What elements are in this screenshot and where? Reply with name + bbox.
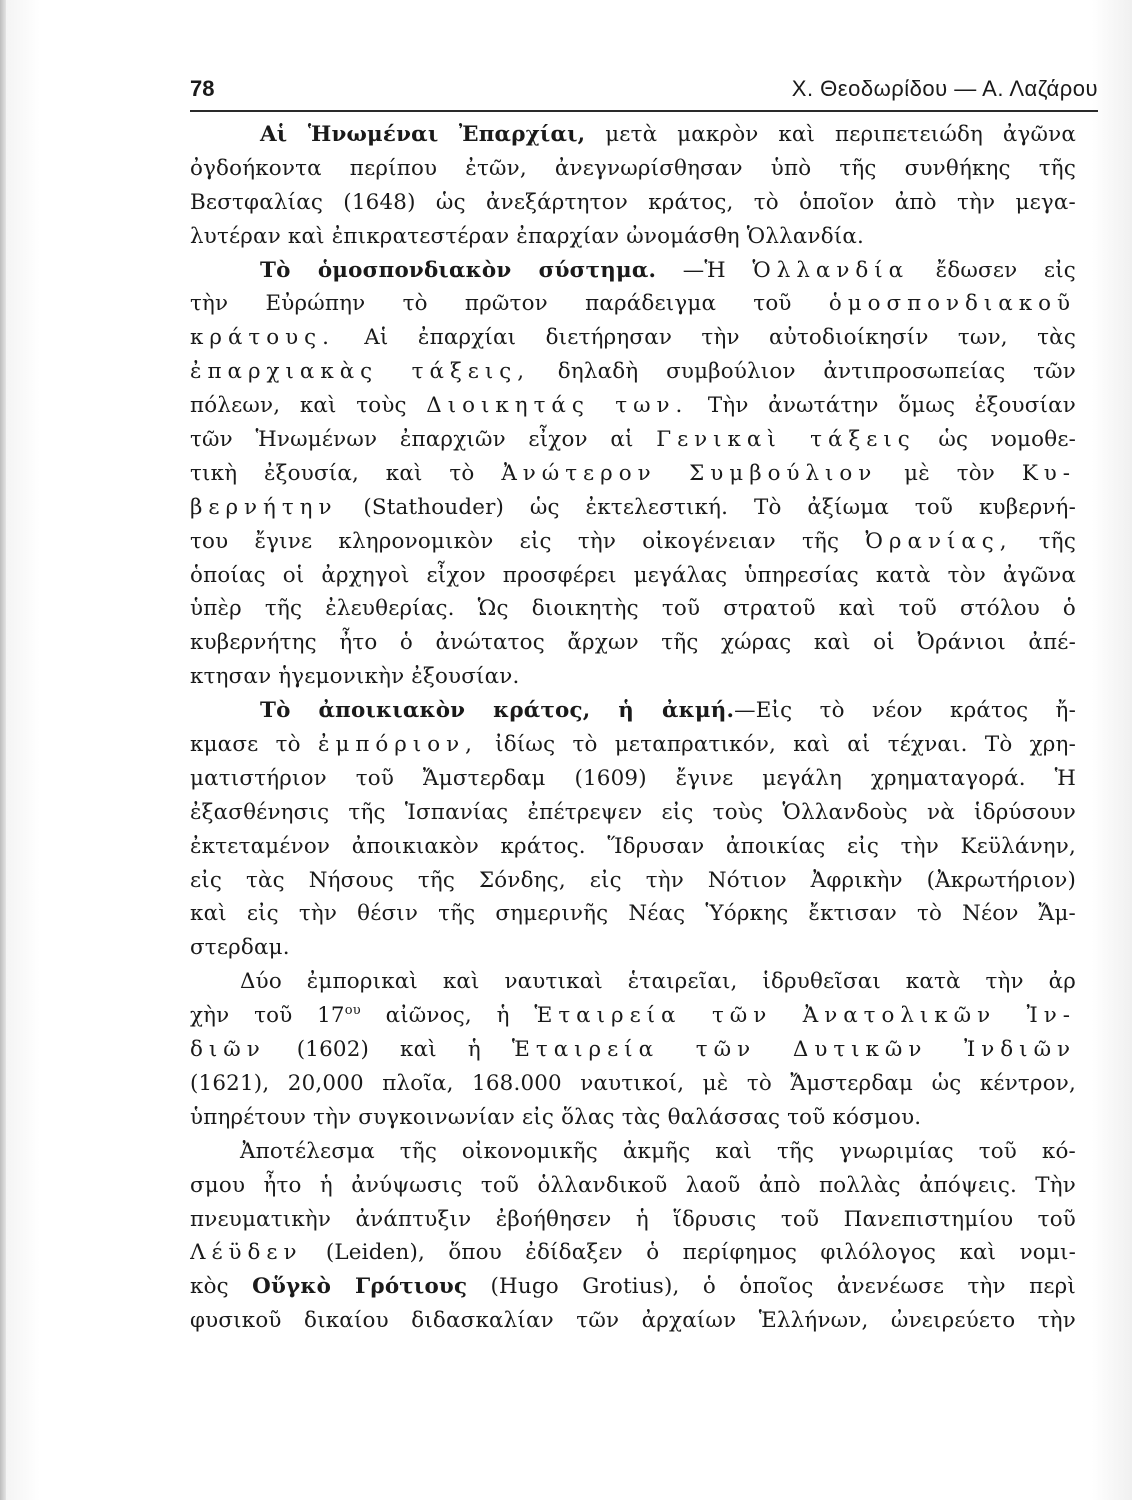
text-span: (Hugo Grotius), ὁ ὁποῖος ἀνενέωσε τὴν περὶ bbox=[490, 1274, 1076, 1300]
text-line: σμου ἦτο ἡ ἀνύψωσις τοῦ ὁλλανδικοῦ λαοῦ ἀπὸ πολλὰς ἀπόψεις. Τὴν bbox=[190, 1172, 1076, 1198]
spaced-text: κράτους. bbox=[190, 325, 335, 351]
bold-name: Οὕγκὸ Γρότιους bbox=[252, 1274, 468, 1300]
text-line: Δύο ἐμπορικαὶ καὶ ναυτικαὶ ἑταιρεῖαι, ἱδρυθεῖσαι κατὰ τὴν ἀρ bbox=[240, 969, 1076, 995]
text-span: Αἱ ἐπαρχίαι διετήρησαν τὴν αὐτοδιοίκησίν των, τὰς bbox=[364, 325, 1076, 351]
text-line bbox=[190, 1236, 1076, 1270]
text-span: τῆς bbox=[1038, 528, 1076, 554]
text-line bbox=[190, 525, 1076, 559]
text-span: —Εἰς τὸ νέον κράτος ἤ- bbox=[734, 698, 1076, 724]
text-line: στερδαμ. bbox=[190, 935, 290, 961]
text-line bbox=[190, 321, 1076, 355]
text-line bbox=[190, 491, 1076, 525]
text-span: Τὴν ἀνωτάτην ὅμως ἐξουσίαν bbox=[707, 393, 1076, 419]
text-line: ματιστήριον τοῦ Ἄμστερδαμ (1609) ἔγινε μεγάλη χρηματαγορά. Ἡ bbox=[190, 765, 1076, 791]
text-span: (Leiden), ὅπου ἐδίδαξεν ὁ περίφημος φιλόλογος καὶ νομι- bbox=[325, 1240, 1076, 1266]
spaced-text: Ἀνώτερον Συμβούλιον bbox=[501, 460, 878, 486]
text-line bbox=[190, 728, 1076, 762]
page-number: 78 bbox=[190, 76, 215, 101]
text-line: Βεστφαλίας (1648) ὡς ἀνεξάρτητον κράτος, τὸ ὁποῖον ἀπὸ τὴν μεγα- bbox=[190, 189, 1076, 215]
text-line: καὶ εἰς τὴν θέσιν τῆς σημερινῆς Νέας Ὑόρκης ἔκτισαν τὸ Νέον Ἄμ- bbox=[190, 901, 1076, 927]
text-span: τὴν Εὐρώπην τὸ πρῶτον παράδειγμα τοῦ bbox=[190, 291, 792, 317]
text-line bbox=[190, 694, 1076, 728]
text-span: δηλαδὴ συμβούλιον ἀντιπροσωπείας τῶν bbox=[557, 359, 1076, 385]
text-span: (1602) καὶ ἡ bbox=[296, 1037, 481, 1063]
spaced-text: ὁμοσπονδιακοῦ bbox=[828, 291, 1076, 317]
text-line: λυτέραν καὶ ἐπικρατεστέραν ἐπαρχίαν ὠνομάσθη Ὁλλανδία. bbox=[190, 223, 865, 249]
text-span: χὴν τοῦ 17 bbox=[190, 1003, 345, 1029]
text-line: ὁποίας οἱ ἀρχηγοὶ εἶχον προσφέρει μεγάλας ὑπηρεσίας κατὰ τὸν ἀγῶνα bbox=[190, 562, 1076, 588]
section-heading: Τὸ ἀποικιακὸν κράτος, ἡ ἀκμή. bbox=[260, 698, 735, 724]
text-line: εἰς τὰς Νήσους τῆς Σόνδης, εἰς τὴν Νότιον Ἀφρικὴν (Ἀκρωτήριον) bbox=[190, 867, 1076, 893]
section-heading: Αἱ Ἡνωμέναι Ἐπαρχίαι, bbox=[260, 122, 586, 147]
text-line bbox=[190, 1033, 1076, 1067]
section-heading: Τὸ ὁμοσπονδιακὸν σύστημα. bbox=[260, 257, 657, 283]
text-span: ἰδίως τὸ μεταπρατικόν, καὶ αἱ τέχναι. Τὸ χρη- bbox=[495, 732, 1076, 758]
body-text bbox=[190, 118, 1076, 1338]
spaced-text: Ἑταιρεία τῶν Δυτικῶν Ἰνδιῶν bbox=[511, 1037, 1076, 1063]
header-rule bbox=[190, 110, 1098, 112]
page-spine-shadow bbox=[0, 0, 6, 1500]
text-line: πνευματικὴν ἀνάπτυξιν ἐβοήθησεν ἡ ἵδρυσις τοῦ Πανεπιστημίου τοῦ bbox=[190, 1206, 1076, 1232]
spaced-text: ἐπαρχιακὰς τάξεις, bbox=[190, 359, 530, 385]
text-span: ὡς νομοθε- bbox=[938, 427, 1076, 453]
text-line: φυσικοῦ δικαίου διδασκαλίαν τῶν ἀρχαίων Ἑλλήνων, ὠνειρεύετο τὴν bbox=[190, 1308, 1076, 1334]
text-line: Ἀποτέλεσμα τῆς οἰκονομικῆς ἀκμῆς καὶ τῆς γνωριμίας τοῦ κό- bbox=[240, 1138, 1076, 1164]
spaced-text: βερνήτην bbox=[190, 494, 338, 520]
spaced-text: Κυ- bbox=[1021, 460, 1076, 486]
text-span: κὸς bbox=[190, 1274, 229, 1300]
running-head: Χ. Θεοδωρίδου — Α. Λαζάρου bbox=[791, 76, 1098, 101]
text-line: ὀγδοήκοντα περίπου ἐτῶν, ἀνεγνωρίσθησαν ὑπὸ τῆς συνθήκης τῆς bbox=[190, 155, 1076, 181]
text-line bbox=[190, 287, 1076, 321]
text-line: (1621), 20,000 πλοῖα, 168.000 ναυτικοί, μὲ τὸ Ἄμστερδαμ ὡς κέντρον, bbox=[190, 1070, 1076, 1096]
superscript: ου bbox=[344, 1003, 361, 1019]
text-span: ἔδωσεν εἰς bbox=[935, 257, 1076, 283]
text-line bbox=[190, 355, 1076, 389]
text-span: αἰῶνος, ἡ bbox=[385, 1003, 510, 1029]
text-line: κυβερνήτης ἦτο ὁ ἀνώτατος ἄρχων τῆς χώρας καὶ οἱ Ὀράνιοι ἀπέ- bbox=[190, 630, 1076, 656]
text-line bbox=[190, 457, 1076, 491]
spaced-text: Ὀρανίας, bbox=[865, 528, 1013, 554]
text-line bbox=[190, 999, 1076, 1033]
spaced-text: Ὁλλανδία bbox=[752, 257, 910, 283]
spaced-text: Λέϋδεν bbox=[190, 1240, 303, 1266]
text-line: ὑπὲρ τῆς ἐλευθερίας. Ὡς διοικητὴς τοῦ στρατοῦ καὶ τοῦ στόλου ὁ bbox=[190, 596, 1076, 622]
text-span: πόλεων, καὶ τοὺς bbox=[190, 393, 407, 419]
spaced-text: Ἑταιρεία τῶν Ἀνατολικῶν Ἰν- bbox=[534, 1003, 1076, 1029]
text-line: ἐξασθένησις τῆς Ἱσπανίας ἐπέτρεψεν εἰς τοὺς Ὁλλανδοὺς νὰ ἱδρύσουν bbox=[190, 799, 1076, 825]
text-line bbox=[190, 389, 1076, 423]
spaced-text: Γενικαὶ τάξεις bbox=[656, 427, 916, 453]
text-span: τικὴ ἐξουσία, καὶ τὸ bbox=[190, 460, 475, 486]
text-line bbox=[190, 118, 1076, 152]
text-span: —Ἡ bbox=[682, 257, 726, 283]
text-span: κμασε τὸ bbox=[190, 732, 301, 758]
spaced-text: διῶν bbox=[190, 1037, 266, 1063]
text-line bbox=[190, 423, 1076, 457]
page-header bbox=[190, 76, 1098, 110]
spaced-text: Διοικητάς των. bbox=[426, 393, 689, 419]
text-span: μὲ τὸν bbox=[904, 460, 996, 486]
text-line: κτησαν ἡγεμονικὴν ἐξουσίαν. bbox=[190, 664, 520, 690]
text-span: μετὰ μακρὸν καὶ περιπετειώδη ἀγῶνα bbox=[605, 122, 1076, 147]
text-line: ἐκτεταμένον ἀποικιακὸν κράτος. Ἵδρυσαν ἀποικίας εἰς τὴν Κεϋλάνην, bbox=[190, 833, 1076, 859]
text-line bbox=[190, 254, 1076, 288]
spaced-text: ἐμπόριον, bbox=[317, 732, 478, 758]
text-line: ὑπηρέτουν τὴν συγκοινωνίαν εἰς ὅλας τὰς θαλάσσας τοῦ κόσμου. bbox=[190, 1104, 922, 1130]
text-span: (Stathouder) ὡς ἐκτελεστική. Τὸ ἀξίωμα τοῦ κυβερνή- bbox=[363, 494, 1076, 520]
text-span: τῶν Ἡνωμένων ἐπαρχιῶν εἶχον αἱ bbox=[190, 427, 634, 453]
text-line bbox=[190, 1270, 1076, 1304]
text-span: του ἔγινε κληρονομικὸν εἰς τὴν οἰκογένειαν τῆς bbox=[190, 528, 840, 554]
